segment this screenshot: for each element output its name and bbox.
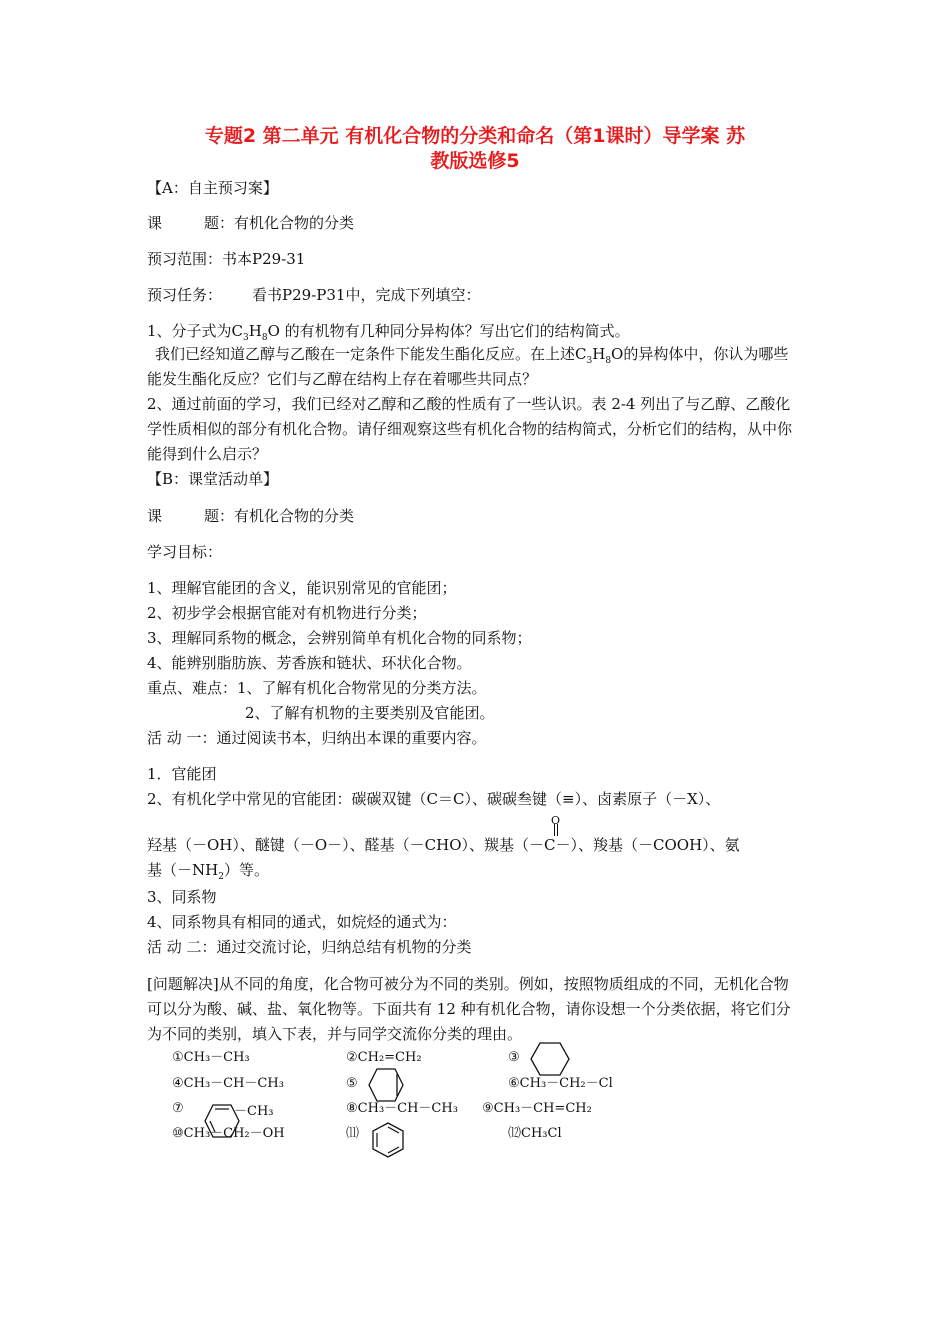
carbonyl-double-bond — [557, 824, 559, 836]
goal-item: 1、理解官能团的含义，能识别常见的官能团； — [147, 579, 457, 597]
functional-group-heading: 1．官能团 — [147, 765, 217, 783]
goal-item: 3、理解同系物的概念，会辨别简单有机化合物的同系物； — [147, 629, 532, 647]
compound-8: ⑧CH₃－CH－CH₃ — [346, 1101, 458, 1116]
homolog-heading: 3、同系物 — [147, 888, 217, 906]
document-title — [120, 124, 830, 174]
section-b-topic: 课 题：有机化合物的分类 — [147, 507, 355, 525]
question-1: 1、分子式为$C_3H_8O$ 的有机物有几种同分异构体？写出它们的结构简式。 — [147, 322, 630, 343]
functional-groups-line-1: 2、有机化学中常见的官能团：碳碳双键（C＝C）、碳碳叁键（≡）、卤素原子（－X）、 — [147, 790, 721, 808]
toluene-methyl: －CH₃ — [234, 1104, 274, 1119]
compound-7: ⑦ — [172, 1101, 184, 1116]
compound-6: ⑥CH₃－CH₂－Cl — [508, 1076, 613, 1091]
cyclohexene-icon — [368, 1068, 404, 1102]
section-b-header: 【B：课堂活动单】 — [147, 470, 279, 488]
section-a-header: 【A：自主预习案】 — [147, 179, 278, 197]
title-line-1: 专题2 第二单元 有机化合物的分类和命名（第1课时）导学案 苏 — [204, 125, 746, 147]
paragraph-1: 我们已经知道乙醇与乙酸在一定条件下能发生酯化反应。在上述$C_3H_8O$的异构体中，你认为哪些能发生酯化反应？它们与乙醇在结构上存在着哪些共同点？ — [147, 345, 789, 388]
compound-10: ⑩CH₃－CH₂－OH — [172, 1126, 285, 1141]
learning-goals-label: 学习目标： — [147, 543, 223, 561]
compound-1: ①CH₃－CH₃ — [172, 1050, 250, 1065]
compound-4: ④CH₃－CH－CH₃ — [172, 1076, 284, 1091]
functional-groups-line-3: 基$(-NH_2)$等。 — [147, 861, 269, 882]
benzene-icon — [372, 1122, 404, 1158]
problem-solving: [问题解决]从不同的角度，化合物可被分为不同的类别。例如，按照物质组成的不同，无机化合物可以分为酸、碱、盐、氧化物等。下面共有 12 种有机化合物，请你设想一个分类依据，将它们分为不同的类别，填入下表，并与同学交流你分类的理由。 — [147, 975, 791, 1043]
preview-task: 预习任务： 看书P29-P31中，完成下列填空： — [147, 286, 481, 304]
carbonyl-structure: O －C－ — [529, 814, 571, 854]
carbonyl-oxygen: O — [551, 814, 561, 827]
carbonyl-double-bond — [554, 824, 556, 836]
compound-2: ②CH₂=CH₂ — [346, 1050, 422, 1065]
compound-3: ③ — [508, 1050, 520, 1065]
activity-1: 活 动 一：通过阅读书本，归纳出本课的重要内容。 — [147, 729, 487, 747]
activity-2: 活 动 二：通过交流讨论，归纳总结有机物的分类 — [147, 938, 472, 956]
title-line-2: 教版选修5 — [430, 150, 520, 172]
preview-range: 预习范围：书本P29-31 — [147, 250, 306, 268]
question-2: 2、通过前面的学习，我们已经对乙醇和乙酸的性质有了一些认识。表 2-4 列出了与乙醇、乙酸化学性质相似的部分有机化合物。请仔细观察这些有机化合物的结构简式，分析它们的结构，从中你能得到什么启示？ — [147, 395, 793, 463]
compound-11: ⑾ — [346, 1126, 360, 1141]
goal-item: 2、初步学会根据官能对有机物进行分类； — [147, 604, 427, 622]
compound-5: ⑤ — [346, 1076, 358, 1091]
compound-12: ⑿CH₃Cl — [508, 1126, 562, 1141]
section-a-topic: 课 题：有机化合物的分类 — [147, 214, 355, 232]
key-points: 重点、难点：1、了解有机化合物常见的分类方法。 — [147, 679, 487, 697]
cyclohexane-icon — [530, 1042, 570, 1076]
compound-9: ⑨CH₃－CH=CH₂ — [482, 1101, 592, 1116]
functional-groups-line-2: 羟基（－OH）、醚键（－O－）、醛基（－CHO）、羰基（ O －C－）、羧基（－COOH）、氨 — [147, 814, 740, 854]
general-formula: 4、同系物具有相同的通式，如烷烃的通式为： — [147, 913, 457, 931]
key-points-2: 2、了解有机物的主要类别及官能团。 — [245, 704, 495, 722]
goal-item: 4、能辨别脂肪族、芳香族和链状、环状化合物。 — [147, 654, 472, 672]
